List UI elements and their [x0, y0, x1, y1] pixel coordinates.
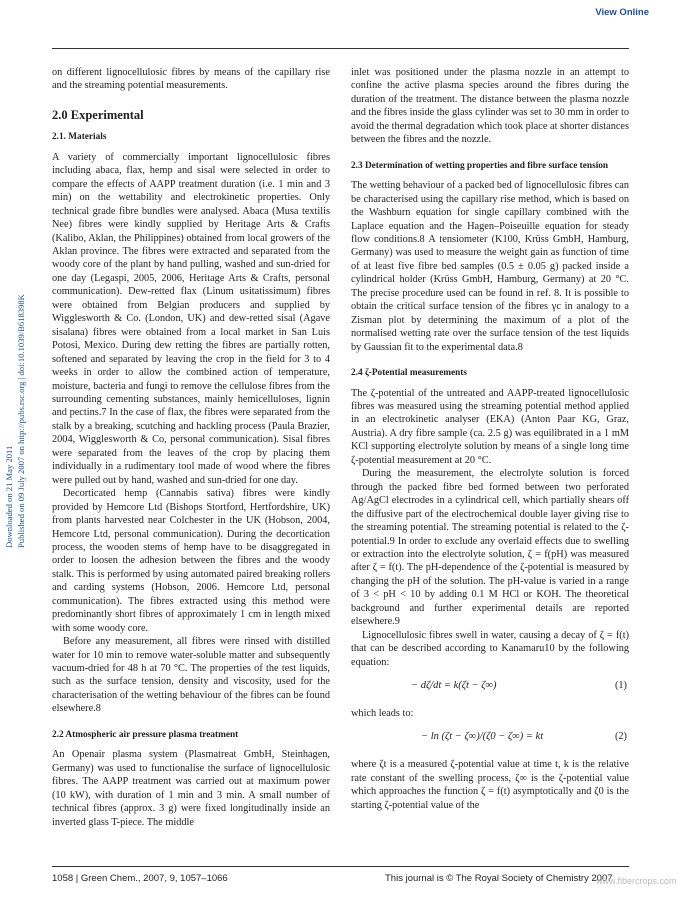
continuation-paragraph: inlet was positioned under the plasma nozzle in an attempt to confine the active plasma species around the fibres during the duration of the treatment. The distance between the plasma nozzle and the fibres inside the glass cylinder was set to 30 mm in order to avoid the thermal degradation which took place at shorter distances between the fibres and the nozzle. [351, 67, 629, 146]
wetting-paragraph: The wetting behaviour of a packed bed of lignocellulosic fibres can be characterised using the capillary rise method, which is based on the Washburn equation for single capillary combined with the Laplace equation and the Hagen–Poiseuille equation for steady flow conditions.8 A tensiometer (K100, Krüss GmbH, Hamburg, Germany) was used to measure the weight gain as function of time of at least five fibre bed samples (0.5 ± 0.05 g) packed inside a cylindrical holder (Krüss GmbH, Hamburg, Germany) at 20 °C. The precise procedure used can be found in ref. 8. It is possible to obtain the critical surface tension of the fibres γc in analogy to a Zisman plot by determining the maximum of a plot of the normalised wetting rate over the surface tension of the test liquids by Gaussian fit to the experimental data.8 [351, 180, 629, 353]
zeta-paragraph-1: The ζ-potential of the untreated and AAPP-treated lignocellulosic fibres was measured using the streaming potential method applied in an electrokinetic analyser (EKA) (Anton Paar KG, Graz, Austria). A dry fibre sample (ca. 2.5 g) was equilibrated in a 1 mM KCl supporting electrolyte solution by means of a single long time ζ-potential measurement at 20 °C. [351, 387, 629, 466]
side-note-downloaded: Downloaded on 21 May 2011 [4, 445, 14, 548]
equation-1 [351, 675, 629, 701]
footer-citation: 1058 | Green Chem., 2007, 9, 1057–1066 [52, 873, 228, 884]
equation-2-expression: − ln (ζt − ζ∞)/(ζ0 − ζ∞) = kt [421, 731, 544, 743]
top-rule [52, 48, 629, 49]
intro-paragraph: on different lignocellulosic fibres by means of the capillary rise and the streaming potential measurements. [52, 67, 330, 92]
equation-1-expression: − dζ/dt = k(ζt − ζ∞) [411, 680, 497, 692]
equation-2 [351, 726, 629, 752]
plasma-heading: 2.2 Atmospheric air pressure plasma treatment [52, 729, 239, 740]
wetting-heading: 2.3 Determination of wetting properties and fibre surface tension [351, 160, 609, 171]
equation-2-number: (2) [614, 731, 627, 743]
materials-paragraph-2: Decorticated hemp (Cannabis sativa) fibres were kindly provided by Hemcore Ltd (Bishops Stortford, Hertfordshire, UK) from plants harvested near Colchester in the UK (Hobson, 2004, Hemcore Ltd, personal communication). During the decortication process, the wooden stems of hemp have to be disaggregated in order to loosen the adhesion between the fibres and the woody stalk. This is performed by using automated paired breaking rollers and carding systems (Hobson, 2006. Hemcore Ltd, personal communication). The fibres extracted using this method were predominantly short fibres of approximately 1 cm in length mixed with some woody core. [52, 488, 330, 634]
materials-paragraph-1: A variety of commercially important lignocellulosic fibres including abaca, flax, hemp and sisal were selected in order to compare the effects of AAPP treatment duration (i.e. 1 min and 3 min) on the wettability and electrokinetic properties. Only technical grade fibre bundles were analysed. Abaca (Musa textilis Nee) fibres were kindly supplied by Heritage Arts & Crafts (Kalibo, Aklan, the Philippines) obtained from local growers of the Aklan province. The fibres were extracted and separated from the woody core of the plant by hand pulling, washed and sun-dried for one day (Legaspi, 2005, 2006, Heritage Arts & Crafts, personal communication). Dew-retted flax (Linum usitatissimum) fibres were obtained from Belgian producers and supplied by Wigglesworth & Co. (London, UK) and dew-retted sisal (Agave sisalana) fibres were obtained from a local market in San Luis Potosi, Mexico. During dew retting the fibres are partially rotten, softened and separated by leaving the crop in the field for 3 to 4 weeks in order to allow the combined action of temperature, moisture, bacteria and fungi to remove the cellulose fibres from the surrounding cementing substances, mainly hemicelluloses, lignin and pectins.7 In the case of flax, the fibres were separated from the stalk by a breaking, scutching and hackling process (Paula Brazier, 2004, Wigglesworth & Co, personal communication). Sisal fibres were separated from the leaves of the crop by placing them individually in a rudimentary tool made of wood where the fibres were pulled out by hand, washed and sun-dried for one day. [52, 151, 330, 486]
left-column [52, 66, 330, 829]
materials-paragraph-3: Before any measurement, all fibres were rinsed with distilled water for 10 min to remove water-soluble matter and subsequently vacuum-dried for 48 h at 70 °C. The properties of the test liquids, such as the surface tension, density and viscosity, used for the characterisation of the wetting behaviour of the fibres can be found elsewhere.8 [52, 636, 330, 715]
equation-1-number: (1) [614, 680, 627, 692]
zeta-paragraph-2: During the measurement, the electrolyte solution is forced through the packed fibre bed formed between two perforated Ag/AgCl electrodes in a cylindrical cell, which partially shears off the diffusive part of the electrochemical double layer giving rise to the streaming potential. The streaming potential is related to the ζ-potential.9 In order to exclude any overlaid effects due to swelling or extraction into the electrolyte solution, ζ = f(pH) was measured after ζ = f(t). The pH-dependence of the ζ-potential is measured by changing the pH of the solution. The pH-value is varied in a range of 3 < pH < 10 by adding 0.1 M HCl or KOH. The theoretical background and further experimental details are reported elsewhere.9 [351, 468, 629, 628]
side-note [3, 238, 26, 548]
final-paragraph: where ζt is a measured ζ-potential value at time t, k is the relative rate constant of the swelling process, ζ∞ is the ζ-potential value which approaches the function ζ = f(t) asymptotically and ζ0 is the starting ζ-potential value of the [351, 759, 629, 811]
zeta-heading: 2.4 ζ-Potential measurements [351, 368, 467, 379]
view-online-link[interactable]: View Online [595, 7, 649, 18]
watermark: www.fibercrops.com [596, 876, 677, 886]
leads-to-text: which leads to: [351, 708, 414, 720]
footer-copyright: This journal is © The Royal Society of Chemistry 2007 [385, 873, 613, 884]
side-note-published: Published on 09 July 2007 on http://pubs.rsc.org | doi:10.1039/B618398K [16, 294, 26, 548]
section-title: 2.0 Experimental [52, 107, 144, 122]
bottom-rule [52, 866, 629, 867]
plasma-paragraph: An Openair plasma system (Plasmatreat GmbH, Steinhagen, Germany) was used to functionalise the surface of lignocellulosic fibres. The AAPP treatment was carried out at maximum power (10 kW), with duration of 1 min and 3 min. A small number of technical fibres (approx. 3 g) were fixed longitudinally inside an inverted glass T-piece. The middle [52, 749, 330, 828]
materials-heading: 2.1. Materials [52, 132, 107, 143]
right-column [351, 66, 629, 812]
zeta-paragraph-3: Lignocellulosic fibres swell in water, causing a decay of ζ = f(t) that can be described according to Kanamaru10 by the following equation: [351, 629, 629, 668]
